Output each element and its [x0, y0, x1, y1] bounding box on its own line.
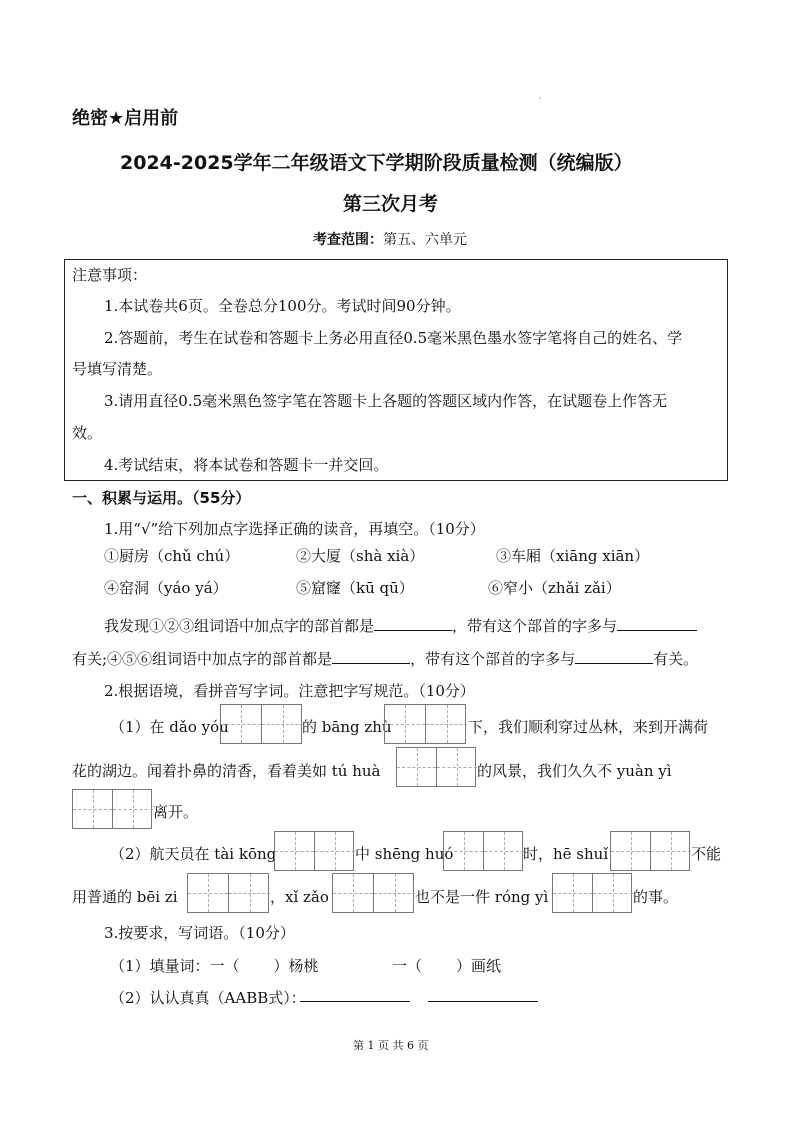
stray-mark: ' — [539, 96, 542, 105]
fill-text: ，带有这个部首的字多与 — [452, 617, 618, 635]
fill-text: 有关。 — [653, 650, 699, 668]
q3-sub1 — [110, 955, 319, 976]
q1-fill-line2 — [72, 648, 698, 669]
q2-text: ，xǐ zǎo — [270, 888, 329, 906]
notice-item: 效。 — [72, 424, 103, 442]
q1-option: ①厨房（chǔ chú） — [104, 547, 240, 565]
notice-item: 4.考试结束，将本试卷和答题卡一并交回。 — [104, 456, 389, 474]
q2-text: （2）航天员在 tài kōng — [110, 845, 277, 863]
q2-text: 下，我们顺利穿过丛林，来到开满荷 — [468, 718, 709, 736]
exam-scope — [313, 229, 467, 249]
q1-fill-line1 — [104, 615, 697, 636]
fill-text: 有关;④⑤⑥组词语中加点字的部首都是 — [72, 650, 333, 668]
answer-blank[interactable] — [374, 616, 452, 631]
exam-scope-label: 考查范围： — [313, 232, 383, 248]
q3-text: 一（ — [392, 957, 423, 975]
answer-blank[interactable] — [617, 616, 697, 631]
writing-grid[interactable] — [396, 747, 476, 787]
answer-blank[interactable] — [332, 649, 410, 664]
answer-line[interactable] — [428, 1000, 538, 1002]
secret-label: 绝密★启用前 — [72, 108, 179, 129]
answer-line[interactable] — [300, 1000, 410, 1002]
q3-sub1b — [392, 955, 501, 976]
page-subtitle: 第三次月考 — [343, 193, 439, 215]
notice-heading: 注意事项： — [72, 266, 148, 284]
notice-item: 3.请用直径0.5毫米黑色签字笔在答题卡上各题的答题区域内作答，在试题卷上作答无 — [104, 392, 668, 410]
fill-text: 我发现①②③组词语中加点字的部首都是 — [104, 617, 375, 635]
q3-prompt: 3.按要求，写词语。（10分） — [104, 924, 295, 942]
writing-grid[interactable] — [610, 831, 690, 871]
page-footer: 第 1 页 共 6 页 — [353, 1039, 429, 1052]
q3-text: （1）填量词：一（ — [110, 957, 240, 975]
q2-text: 中 shēng huó — [355, 845, 454, 863]
exam-scope-value: 第五、六单元 — [383, 232, 467, 248]
q2-prompt: 2.根据语境，看拼音写字词。注意把字写规范。（10分） — [104, 682, 475, 700]
q2-text: 也不是一件 róng yì — [415, 888, 549, 906]
q2-text: 的风景，我们久久不 yuàn yì — [477, 762, 672, 780]
q2-text: 时，hē shuǐ — [523, 845, 609, 863]
q1-option: ②大厦（shà xià） — [296, 547, 425, 565]
q1-option: ③车厢（xiāng xiān） — [496, 547, 650, 565]
notice-item: 号填写清楚。 — [72, 360, 163, 378]
q3-text: ）画纸 — [456, 957, 502, 975]
q2-text: 不能 — [691, 845, 722, 863]
notice-box — [64, 259, 728, 481]
q3-sub2: （2）认认真真（AABB式）： — [110, 989, 306, 1007]
notice-item: 2.答题前，考生在试卷和答题卡上务必用直径0.5毫米黑色墨水签字笔将自己的姓名、学 — [104, 329, 683, 347]
page-title: 2024-2025学年二年级语文下学期阶段质量检测（统编版） — [120, 152, 633, 174]
writing-grid[interactable] — [220, 704, 302, 744]
q2-text: 离开。 — [153, 803, 199, 821]
writing-grid[interactable] — [274, 831, 354, 871]
q1-prompt: 1.用“√”给下列加点字选择正确的读音，再填空。（10分） — [104, 520, 485, 538]
answer-blank[interactable] — [575, 649, 653, 664]
writing-grid[interactable] — [384, 704, 466, 744]
q1-option: ④窑洞（yáo yá） — [104, 579, 228, 597]
writing-grid[interactable] — [332, 873, 414, 913]
q1-option: ⑤窟窿（kū qū） — [296, 579, 414, 597]
writing-grid[interactable] — [72, 789, 152, 829]
q2-text: （1）在 dǎo yóu — [110, 718, 229, 736]
writing-grid[interactable] — [552, 873, 632, 913]
q3-text: ）杨桃 — [273, 957, 319, 975]
section-title: 一、积累与运用。（55分） — [72, 489, 251, 507]
notice-item: 1.本试卷共6页。全卷总分100分。考试时间90分钟。 — [104, 297, 461, 315]
writing-grid[interactable] — [443, 831, 523, 871]
q2-text: 的 bāng zhù — [302, 718, 392, 736]
q2-text: 用普通的 bēi zi — [72, 888, 178, 906]
writing-grid[interactable] — [187, 873, 269, 913]
fill-text: ，带有这个部首的字多与 — [410, 650, 576, 668]
q2-text: 的事。 — [633, 888, 679, 906]
q2-text: 花的湖边。闻着扑鼻的清香，看着美如 tú huà — [72, 762, 381, 780]
q1-option: ⑥窄小（zhǎi zǎi） — [488, 579, 621, 597]
